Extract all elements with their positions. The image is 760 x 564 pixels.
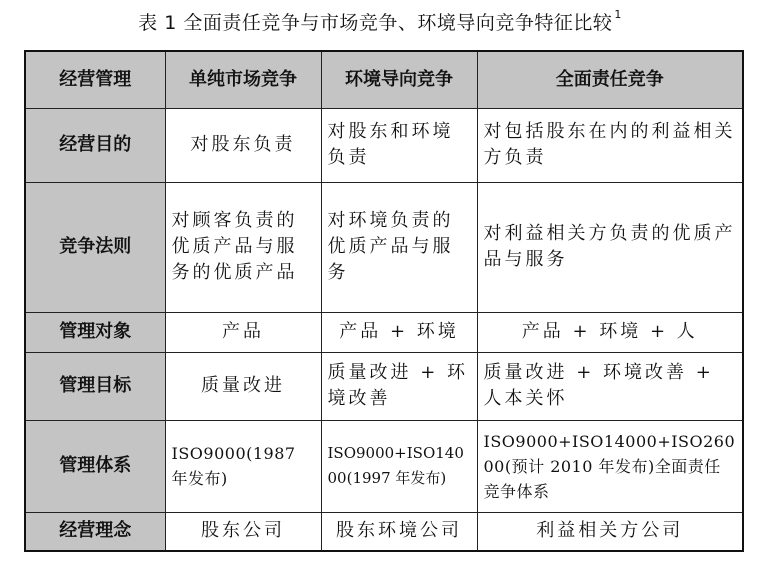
header-market-competition: 单纯市场竞争: [165, 51, 321, 108]
table-caption: [0, 8, 760, 35]
table-row: [25, 352, 743, 420]
cell-environment: 对股东和环境负责: [321, 108, 477, 182]
cell-market: 质量改进: [165, 352, 321, 420]
cell-full: ISO9000+ISO14000+ISO26000(预计 2010 年发布)全面责任竞争体系: [477, 420, 743, 512]
table-row: [25, 312, 743, 352]
cell-market: 对顾客负责的优质产品与服务的优质产品: [165, 182, 321, 312]
cell-full: 对利益相关方负责的优质产品与服务: [477, 182, 743, 312]
cell-market: 股东公司: [165, 512, 321, 551]
table-header-row: [25, 51, 743, 108]
cell-full: 对包括股东在内的利益相关方负责: [477, 108, 743, 182]
table-row: [25, 512, 743, 551]
cell-environment: 质量改进 + 环境改善: [321, 352, 477, 420]
cell-market: 产品: [165, 312, 321, 352]
cell-environment: 产品 + 环境: [321, 312, 477, 352]
cell-market: ISO9000(1987 年发布): [165, 420, 321, 512]
comparison-table: [24, 50, 744, 552]
row-label-philosophy: 经营理念: [25, 512, 165, 551]
cell-environment: 股东环境公司: [321, 512, 477, 551]
row-label-object: 管理对象: [25, 312, 165, 352]
table-row: [25, 420, 743, 512]
row-label-goal: 管理目标: [25, 352, 165, 420]
table-row: [25, 182, 743, 312]
row-label-system: 管理体系: [25, 420, 165, 512]
row-label-purpose: 经营目的: [25, 108, 165, 182]
row-label-rules: 竞争法则: [25, 182, 165, 312]
caption-text: 表 1 全面责任竞争与市场竞争、环境导向竞争特征比较: [138, 12, 613, 34]
cell-full: 利益相关方公司: [477, 512, 743, 551]
cell-environment: ISO9000+ISO14000(1997 年发布): [321, 420, 477, 512]
header-environment-competition: 环境导向竞争: [321, 51, 477, 108]
header-full-responsibility-competition: 全面责任竞争: [477, 51, 743, 108]
table-row: [25, 108, 743, 182]
cell-environment: 对环境负责的优质产品与服务: [321, 182, 477, 312]
cell-market: 对股东负责: [165, 108, 321, 182]
caption-footnote-marker: 1: [614, 8, 622, 21]
cell-full: 产品 + 环境 + 人: [477, 312, 743, 352]
cell-full: 质量改进 + 环境改善 + 人本关怀: [477, 352, 743, 420]
header-management: 经营管理: [25, 51, 165, 108]
